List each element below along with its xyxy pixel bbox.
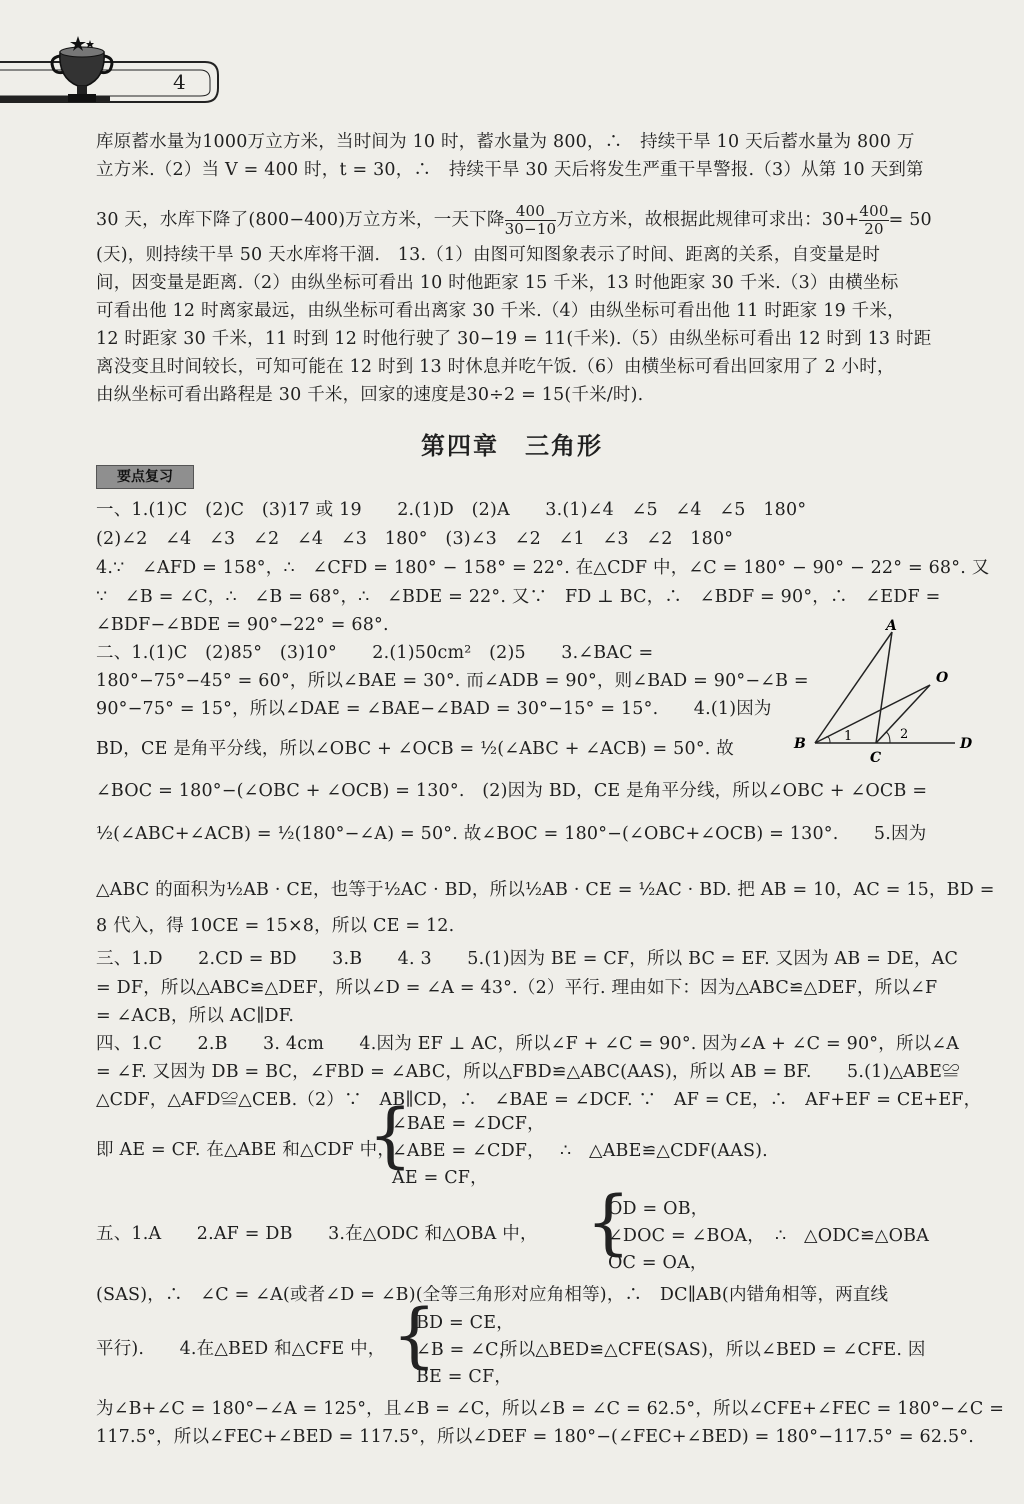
text-segment: 30 天，水库下降了(800−400)万立方米，一天下降 [96, 210, 505, 230]
text-line: ∠BOC = 180°−(∠OBC + ∠OCB) = 130°. (2)因为 BD，CE 是角平分线，所以∠OBC + ∠OCB = [96, 781, 928, 801]
text-line [96, 203, 932, 238]
system-line: BE = CF， [416, 1367, 513, 1387]
system-line: AE = CF， [392, 1168, 488, 1188]
label-D: D [960, 736, 973, 752]
text-line: 立方米.（2）当 V = 400 时，t = 30，∴ 持续干旱 30 天后将发生严重干旱警报.（3）从第 10 天到第 [96, 160, 924, 180]
system-line: BD = CE， [416, 1313, 514, 1333]
text-line: (SAS)，∴ ∠C = ∠A(或者∠D = ∠B)(全等三角形对应角相等)，∴ DC∥AB(内错角相等，两直线 [96, 1285, 889, 1305]
chapter-title: 第四章 三角形 [421, 432, 603, 460]
text-line: △CDF，△AFD≌△CEB.（2）∵ AB∥CD，∴ ∠BAE = ∠DCF. ∵ AF = CE，∴ AF+EF = CE+EF， [96, 1090, 982, 1110]
triangle-figure [790, 610, 980, 770]
text-line: (2)∠2 ∠4 ∠3 ∠2 ∠4 ∠3 180° (3)∠3 ∠2 ∠1 ∠3 ∠2 180° [96, 529, 734, 549]
fraction [859, 203, 888, 238]
text-line: 117.5°，所以∠FEC+∠BED = 117.5°，所以∠DEF = 180°−(∠FEC+∠BED) = 180°−117.5° = 62.5°. [96, 1427, 974, 1447]
text-line: 三、1.D 2.CD = BD 3.B 4. 3 5.(1)因为 BE = CF，所以 BC = EF. 又因为 AB = DE，AC [96, 949, 959, 969]
fraction [505, 203, 557, 238]
text-line: = DF，所以△ABC≌△DEF，所以∠D = ∠A = 43°.（2）平行. 理由如下：因为△ABC≌△DEF，所以∠F [96, 978, 938, 998]
text-line: 12 时距家 30 千米，11 时到 12 时他行驶了 30−19 = 11(千米).（5）由纵坐标可看出 12 时到 13 时距 [96, 329, 932, 349]
text-line: 离没变且时间较长，可知可能在 12 时到 13 时休息并吃午饭.（6）由横坐标可看出回家用了 2 小时， [96, 357, 895, 377]
text-line: (天)，则持续干旱 50 天水库将干涸. 13.（1）由图可知图象表示了时间、距离的关系，自变量是时 [96, 245, 881, 265]
text-line: 由纵坐标可看出路程是 30 千米，回家的速度是30÷2 = 15(千米/时). [96, 385, 644, 405]
text-line: 所以△BED≌△CFE(SAS)，所以∠BED = ∠CFE. 因 [500, 1340, 926, 1360]
fraction-numerator: 400 [859, 202, 889, 220]
text-line: 180°−75°−45° = 60°，所以∠BAE = 30°. 而∠ADB = 90°，则∠BAD = 90°−∠B = [96, 671, 809, 691]
label-A: A [886, 618, 897, 634]
text-line: ∴ △ODC≌△OBA [775, 1226, 930, 1246]
text-line: = ∠ACB，所以 AC∥DF. [96, 1006, 295, 1026]
text-line: 即 AE = CF. 在△ABE 和△CDF 中， [96, 1140, 396, 1160]
text-line: 一、1.(1)C (2)C (3)17 或 19 2.(1)D (2)A 3.(1)∠4 ∠5 ∠4 ∠5 180° [96, 500, 807, 520]
brace: { [368, 1094, 413, 1176]
text-line: 二、1.(1)C (2)85° (3)10° 2.(1)50cm² (2)5 3.∠BAC = [96, 643, 654, 663]
text-line: ∵ ∠B = ∠C，∴ ∠B = 68°，∴ ∠BDE = 22°. 又∵ FD ⊥ BC，∴ ∠BDF = 90°，∴ ∠EDF = [96, 587, 941, 607]
brace: { [392, 1294, 437, 1376]
fraction-denominator: 30−10 [504, 220, 557, 238]
text-line: 平行). 4.在△BED 和△CFE 中， [96, 1339, 386, 1359]
text-line: 五、1.A 2.AF = DB 3.在△ODC 和△OBA 中， [96, 1224, 538, 1244]
text-segment: = 50 [888, 210, 932, 230]
text-line: BD，CE 是角平分线，所以∠OBC + ∠OCB = ½(∠ABC + ∠ACB) = 50°. 故 [96, 739, 735, 759]
text-line: 库原蓄水量为1000万立方米，当时间为 10 时，蓄水量为 800，∴ 持续干旱 10 天后蓄水量为 800 万 [96, 132, 915, 152]
text-line: = ∠F. 又因为 DB = BC，∠FBD = ∠ABC，所以△FBD≌△ABC(AAS)，所以 AB = BF. 5.(1)△ABE≌ [96, 1062, 960, 1082]
text-line: 90°−75° = 15°，所以∠DAE = ∠BAE−∠BAD = 30°−15° = 15°. 4.(1)因为 [96, 699, 772, 719]
system-line: OD = OB， [608, 1199, 709, 1219]
text-line: 为∠B+∠C = 180°−∠A = 125°，且∠B = ∠C，所以∠B = ∠C = 62.5°，所以∠CFE+∠FEC = 180°−∠C = [96, 1399, 1005, 1419]
fraction-numerator: 400 [515, 202, 546, 220]
label-C: C [870, 750, 882, 766]
system-line: ∠DOC = ∠BOA， [608, 1226, 765, 1246]
fraction-denominator: 20 [859, 220, 888, 238]
text-line: 间，因变量是距离.（2）由纵坐标可看出 10 时他距家 15 千米，13 时他距家 30 千米.（3）由横坐标 [96, 273, 899, 293]
angle-label-1: 1 [844, 729, 853, 744]
text-line: 可看出他 12 时离家最远，由纵坐标可看出离家 30 千米.（4）由纵坐标可看出他 11 时距家 19 千米， [96, 301, 905, 321]
text-line: ½(∠ABC+∠ACB) = ½(180°−∠A) = 50°. 故∠BOC = 180°−(∠OBC+∠OCB) = 130°. 5.因为 [96, 824, 927, 844]
text-line: ∴ △ABE≌△CDF(AAS). [560, 1141, 768, 1161]
text-line: 4.∵ ∠AFD = 158°，∴ ∠CFD = 180° − 158° = 22°. 在△CDF 中，∠C = 180° − 90° − 22° = 68°. 又 [96, 558, 990, 578]
trophy-header-icon [0, 30, 240, 110]
system-line: ∠B = ∠C， [416, 1340, 517, 1360]
text-segment: 万立方米，故根据此规律可求出：30+ [556, 210, 860, 230]
label-O: O [936, 670, 949, 686]
page-number: 4 [173, 70, 186, 94]
brace: { [586, 1181, 631, 1263]
text-line: 四、1.C 2.B 3. 4cm 4.因为 EF ⊥ AC，所以∠F + ∠C = 90°. 因为∠A + ∠C = 90°，所以∠A [96, 1034, 960, 1054]
label-B: B [794, 736, 806, 752]
text-line: △ABC 的面积为½AB · CE，也等于½AC · BD，所以½AB · CE = ½AC · BD. 把 AB = 10，AC = 15，BD = [96, 880, 995, 900]
text-line: ∠BDF−∠BDE = 90°−22° = 68°. [96, 615, 389, 635]
angle-label-2: 2 [900, 727, 909, 742]
system-line: ∠ABE = ∠CDF， [392, 1141, 545, 1161]
text-line: 8 代入，得 10CE = 15×8，所以 CE = 12. [96, 916, 455, 936]
system-line: OC = OA， [608, 1253, 708, 1273]
section-badge: 要点复习 [96, 465, 194, 489]
system-line: ∠BAE = ∠DCF， [392, 1114, 545, 1134]
